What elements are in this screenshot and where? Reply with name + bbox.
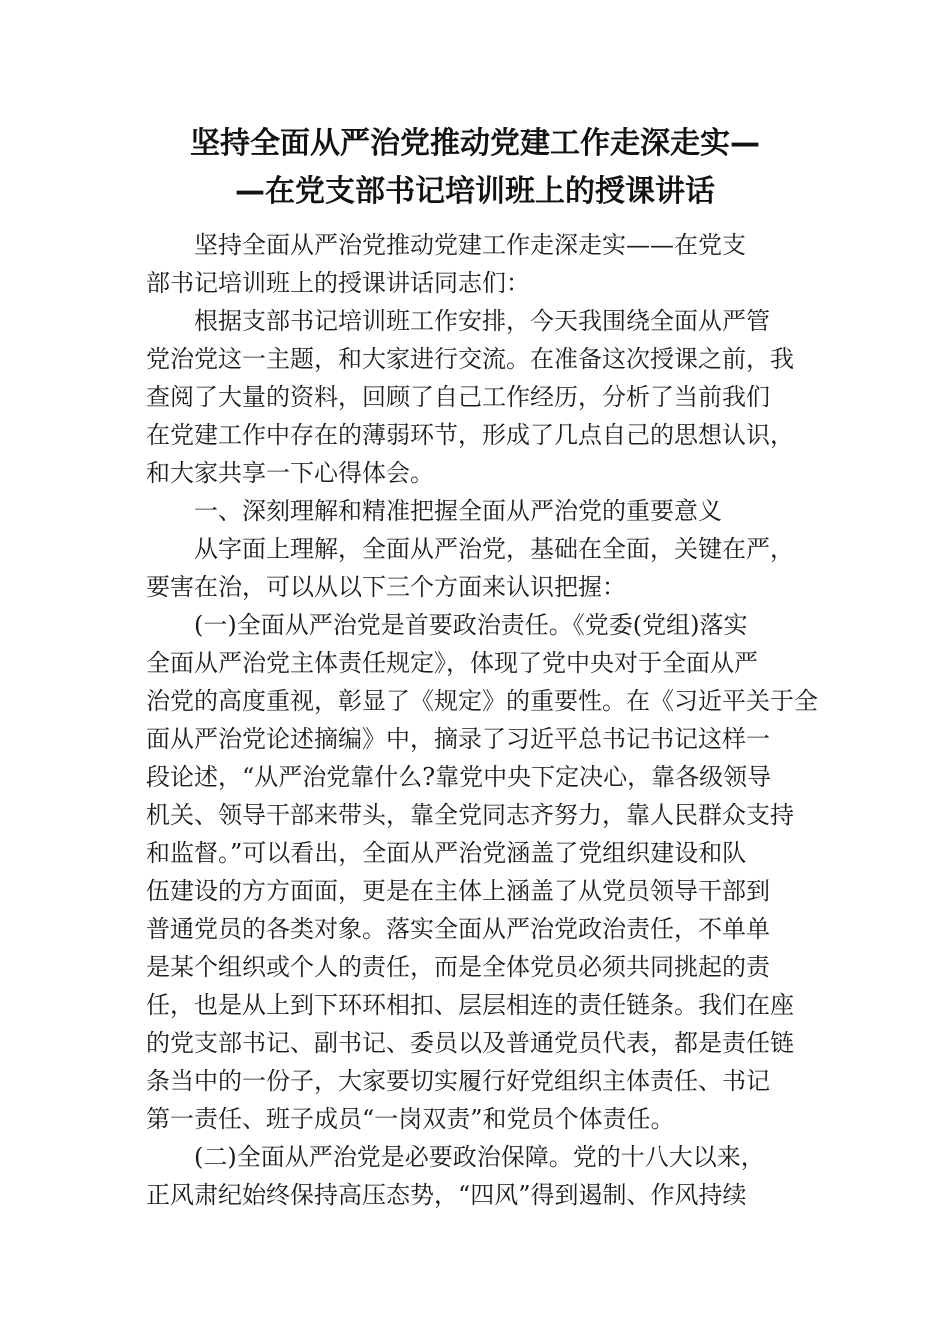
body-line: 全面从严治党主体责任规定》，体现了党中央对于全面从严 xyxy=(146,649,758,677)
body-line: 坚持全面从严治党推动党建工作走深走实——在党支 xyxy=(146,231,746,259)
body-line: 和监督。”可以看出，全面从严治党涵盖了党组织建设和队 xyxy=(146,839,747,867)
body-line: 在党建工作中存在的薄弱环节，形成了几点自己的思想认识， xyxy=(146,421,794,449)
body-line: 要害在治，可以从以下三个方面来认识把握： xyxy=(146,573,626,601)
body-line: 的党支部书记、副书记、委员以及普通党员代表，都是责任链 xyxy=(146,1029,794,1057)
body-line: 查阅了大量的资料，回顾了自己工作经历，分析了当前我们 xyxy=(146,383,770,411)
body-line: 正风肃纪始终保持高压态势，“四风”得到遏制、作风持续 xyxy=(146,1181,747,1209)
section-heading: 一、深刻理解和精准把握全面从严治党的重要意义 xyxy=(146,497,722,525)
body-line: 和大家共享一下心得体会。 xyxy=(146,459,434,487)
document-title-line-1: 坚持全面从严治党推动党建工作走深走实— xyxy=(190,126,760,161)
body-line: 部书记培训班上的授课讲话同志们： xyxy=(146,269,530,297)
body-line: 面从严治党论述摘编》中，摘录了习近平总书记书记这样一 xyxy=(146,725,770,753)
body-line: (一)全面从严治党是首要政治责任。《党委(党组)落实 xyxy=(146,611,748,639)
body-line: (二)全面从严治党是必要政治保障。党的十八大以来， xyxy=(146,1143,765,1171)
body-line: 条当中的一份子，大家要切实履行好党组织主体责任、书记 xyxy=(146,1067,770,1095)
body-line: 第一责任、班子成员“一岗双责”和党员个体责任。 xyxy=(146,1105,675,1133)
document-title-line-2: —在党支部书记培训班上的授课讲话 xyxy=(235,174,715,209)
body-line: 党治党这一主题，和大家进行交流。在准备这次授课之前，我 xyxy=(146,345,794,373)
body-line: 是某个组织或个人的责任，而是全体党员必须共同挑起的责 xyxy=(146,953,770,981)
body-line: 段论述，“从严治党靠什么?靠党中央下定决心，靠各级领导 xyxy=(146,763,772,791)
body-line: 从字面上理解，全面从严治党，基础在全面，关键在严， xyxy=(146,535,794,563)
body-line: 伍建设的方方面面，更是在主体上涵盖了从党员领导干部到 xyxy=(146,877,770,905)
body-line: 治党的高度重视，彰显了《规定》的重要性。在《习近平关于全 xyxy=(146,687,818,715)
body-line: 机关、领导干部来带头，靠全党同志齐努力，靠人民群众支持 xyxy=(146,801,794,829)
body-line: 普通党员的各类对象。落实全面从严治党政治责任，不单单 xyxy=(146,915,770,943)
body-line: 任，也是从上到下环环相扣、层层相连的责任链条。我们在座 xyxy=(146,991,794,1019)
body-line: 根据支部书记培训班工作安排，今天我围绕全面从严管 xyxy=(146,307,770,335)
